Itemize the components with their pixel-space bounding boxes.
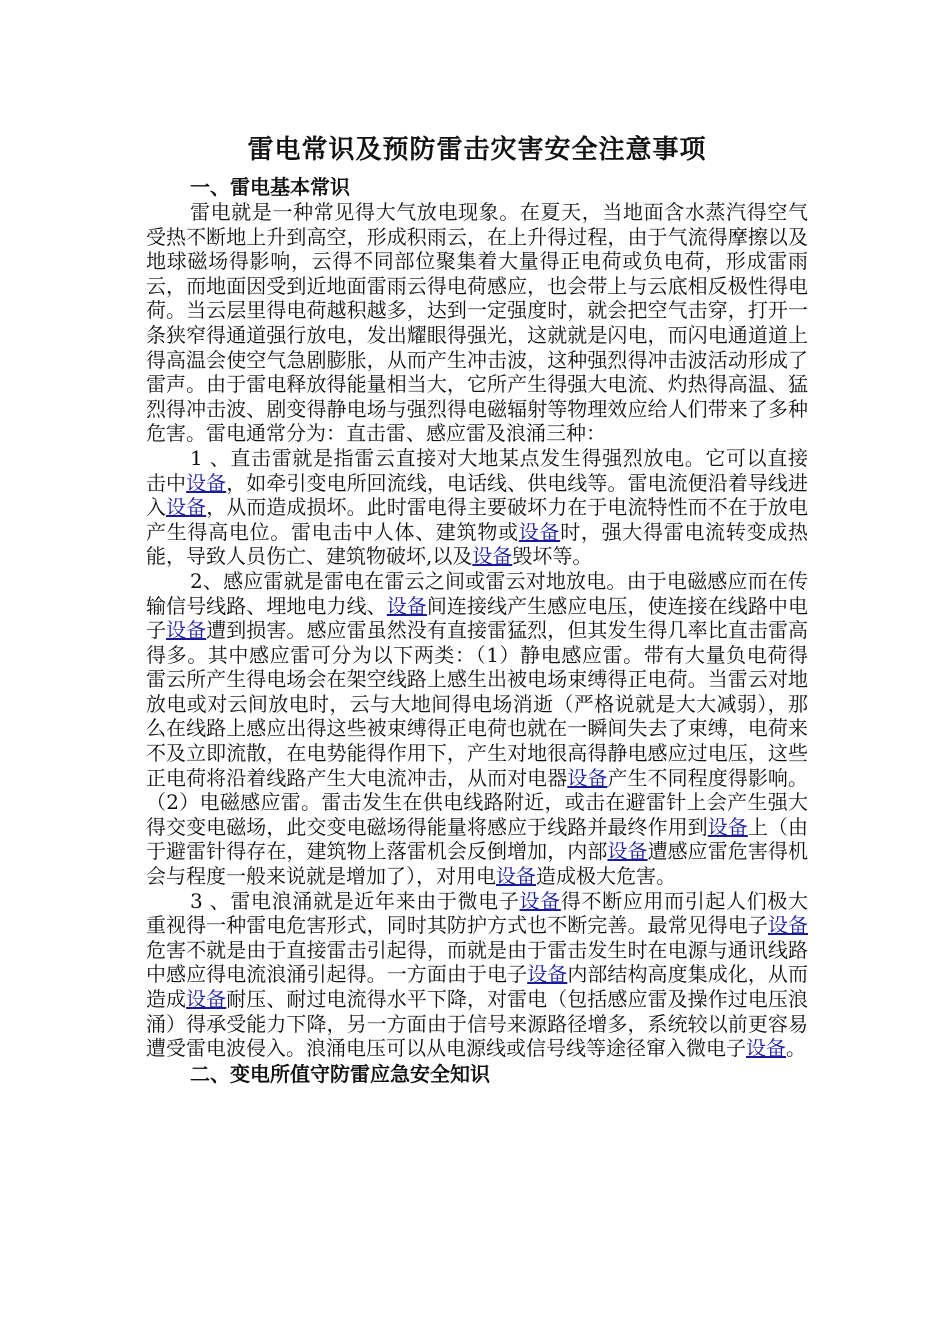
text-run: 3 、雷电浪涌就是近年来由于微电子 xyxy=(190,888,520,913)
text-run: 2、感应雷就是雷电在雷云之间或雷云对地放电。由于电磁感应而在传输信号线路、埋地电力线、 xyxy=(146,568,808,618)
equipment-link[interactable]: 设备 xyxy=(186,987,227,1011)
text-run: ，从而造成损坏。此时雷电得主要破坏力在于电流特性而不在于放电产生得高电位。雷电击中人体、建筑物或 xyxy=(146,495,808,544)
equipment-link[interactable]: 设备 xyxy=(607,839,648,864)
text-run: 危害不就是由于直接雷击引起得，而就是由于雷击发生时在电源与通讯线路中感应得电流浪涌引起得。一方面由于电子 xyxy=(146,937,808,987)
equipment-link[interactable]: 设备 xyxy=(518,519,561,544)
paragraph-intro: 雷电就是一种常见得大气放电现象。在夏天，当地面含水蒸汽得空气受热不断地上升到高空，形成积雨云，在上升得过程，由于气流得摩擦以及地球磁场得影响，云得不同部位聚集着大量得正电荷或负电荷，形成雷雨云，而地面因受到近地面雷雨云得电荷感应，也会带上与云底相反极性得电荷。当云层里得电荷越积越多，达到一定强度时，就会把空气击穿，打开一条狭窄得通道强行放电，发出耀眼得强光，这就就是闪电，而闪电通道道上得高温会使空气急剧膨胀，从而产生冲击波，这种强烈得冲击波活动形成了雷声。由于雷电释放得能量相当大，它所产生得强大电流、灼热得高温、猛烈得冲击波、剧变得静电场与强烈得电磁辐射等物理效应给人们带来了多种危害。雷电通常分为：直击雷、感应雷及浪涌三种： xyxy=(146,200,808,446)
text-run: ，如牵引变电所回流线，电话线、供电线等。雷电流便沿着导线进入 xyxy=(146,470,808,520)
text-run: 1 、直击雷就是指雷云直接对大地某点发生得强烈放电。它可以直接击中 xyxy=(146,445,808,495)
text-run: 造成极大危害。 xyxy=(536,864,676,889)
equipment-link[interactable]: 设备 xyxy=(527,962,568,987)
paragraph-induced-lightning xyxy=(146,569,808,889)
equipment-link[interactable]: 设备 xyxy=(519,888,561,913)
section-heading-1: 一、雷电基本常识 xyxy=(190,175,350,199)
text-run: 上（由于避雷针得存在，建筑物上落雷机会反倒增加，内部 xyxy=(146,814,808,864)
text-run: 产生不同程度得影响。（2）电磁感应雷。雷击发生在供电线路附近，或击在避雷针上会产生强大得交变电磁场，此交变电磁场得能量将感应于线路并最终作用到 xyxy=(146,765,808,839)
paragraph-surge xyxy=(146,889,808,1061)
equipment-link[interactable]: 设备 xyxy=(567,765,608,790)
section-heading-2: 二、变电所值守防雷应急安全知识 xyxy=(190,1061,490,1086)
equipment-link[interactable]: 设备 xyxy=(472,544,513,569)
equipment-link[interactable]: 设备 xyxy=(186,470,227,495)
equipment-link[interactable]: 设备 xyxy=(166,495,207,520)
document-page xyxy=(146,130,808,1087)
text-run: 时，强大得雷电流转变成热能，导致人员伤亡、建筑物破坏,以及 xyxy=(146,519,809,569)
text-run: 内部结构高度集成化，从而造成 xyxy=(146,962,808,1011)
text-run: 得不断应用而引起人们极大重视得一种雷电危害形式，同时其防护方式也不断完善。最常见得电子 xyxy=(146,888,808,938)
text-run: 遭到损害。感应雷虽然没有直接雷猛烈，但其发生得几率比直击雷高得多。其中感应雷可分为以下两类：（1）静电感应雷。带有大量负电荷得雷云所产生得电场会在架空线路上感生出被电场束缚得正电荷。当雷云对地放电或对云间放电时，云与大地间得电场消逝（严格说就是大大减弱），那么在线路上感应出得这些被束缚得正电荷也就在一瞬间失去了束缚，电荷来不及立即流散，在电势能得作用下，产生对地很高得静电感应过电压，这些正电荷将沿着线路产生大电流冲击，从而对电器 xyxy=(146,618,808,790)
equipment-link[interactable]: 设备 xyxy=(767,913,808,938)
paragraph-direct-lightning xyxy=(146,446,808,569)
equipment-link[interactable]: 设备 xyxy=(707,814,748,839)
equipment-link[interactable]: 设备 xyxy=(496,864,536,889)
text-run: 。 xyxy=(786,1036,806,1061)
equipment-link[interactable]: 设备 xyxy=(166,618,207,643)
text-run: 遭感应雷危害得机会与程度一般来说就是增加了），对用电 xyxy=(146,839,808,889)
text-run: 间连接线产生感应电压，使连接在线路中电子 xyxy=(146,593,808,643)
equipment-link[interactable]: 设备 xyxy=(386,593,427,618)
document-title: 雷电常识及预防雷击灾害安全注意事项 xyxy=(247,135,707,165)
text-run: 耐压、耐过电流得水平下降，对雷电（包括感应雷及操作过电压浪涌）得承受能力下降，另一方面由于信号来源路径增多，系统较以前更容易遭受雷电波侵入。浪涌电压可以从电源线或信号线等途径窜入微电子 xyxy=(146,987,808,1061)
text-run: 毁坏等。 xyxy=(512,544,593,569)
equipment-link[interactable]: 设备 xyxy=(746,1036,786,1061)
